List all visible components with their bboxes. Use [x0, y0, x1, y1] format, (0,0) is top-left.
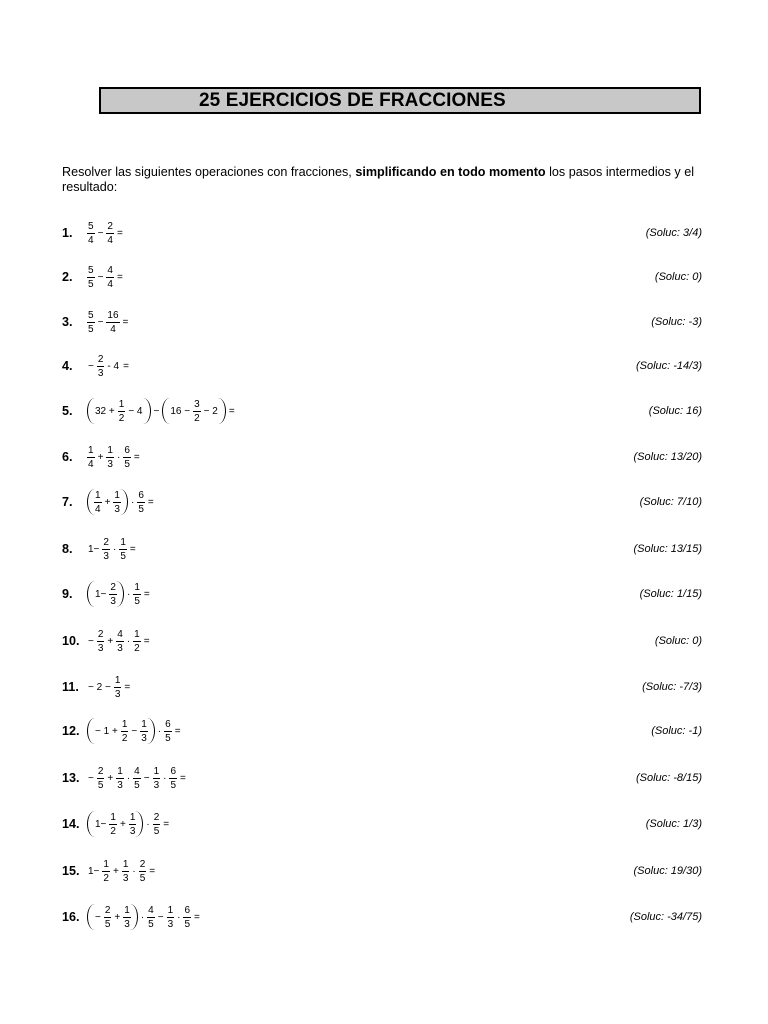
- fraction: [183, 905, 191, 930]
- exercise-number: 3.: [62, 315, 73, 329]
- numerator: 4: [148, 904, 154, 916]
- numerator: 1: [120, 536, 126, 548]
- operator: +: [114, 911, 121, 923]
- exercise-expression: [86, 626, 152, 656]
- operator: −: [88, 360, 94, 372]
- numerator: 5: [88, 264, 94, 276]
- fraction: [97, 766, 105, 791]
- operator: ·: [177, 911, 181, 923]
- exercise-number: 1.: [62, 226, 73, 240]
- numerator: 1: [134, 581, 140, 593]
- equals-sign: =: [116, 227, 123, 239]
- fraction: [164, 719, 172, 744]
- numerator: 2: [139, 858, 146, 870]
- denominator: 4: [88, 458, 94, 470]
- equals-sign: =: [123, 360, 129, 372]
- denominator: 5: [134, 595, 140, 607]
- fraction: [123, 905, 131, 930]
- solution: (Soluc: 13/20): [633, 451, 702, 463]
- denominator: 3: [124, 918, 130, 930]
- denominator: 3: [117, 642, 123, 654]
- numerator: 3: [194, 398, 200, 410]
- equals-sign: =: [124, 681, 131, 693]
- fraction: [102, 537, 110, 562]
- numerator: 1: [153, 765, 160, 777]
- equals-sign: =: [163, 818, 170, 830]
- fraction: [113, 490, 121, 515]
- exercise-expression: [86, 351, 131, 381]
- fraction: [87, 265, 95, 290]
- exercise-number: 2.: [62, 270, 73, 284]
- denominator: 2: [110, 825, 116, 837]
- solution: (Soluc: 13/15): [633, 543, 702, 555]
- equals-sign: =: [116, 271, 123, 283]
- exercise-number: 10.: [62, 634, 80, 648]
- instructions-bold: simplificando en todo momento: [355, 165, 546, 179]
- denominator: 3: [129, 825, 136, 837]
- solution: (Soluc: -3): [651, 316, 702, 328]
- denominator: 5: [170, 779, 177, 791]
- operator: −: [88, 635, 94, 647]
- term: 1−: [88, 865, 100, 877]
- exercise-expression: [86, 579, 152, 609]
- denominator: 4: [107, 278, 113, 290]
- fraction: [106, 265, 114, 290]
- numerator: 1: [124, 904, 130, 916]
- operator: −: [143, 772, 150, 784]
- fraction: [87, 221, 95, 246]
- numerator: 2: [107, 220, 113, 232]
- denominator: 4: [95, 503, 101, 515]
- exercise-expression: [86, 307, 130, 337]
- equals-sign: =: [149, 865, 156, 877]
- operator: ·: [112, 543, 117, 555]
- solution: (Soluc: 7/10): [639, 496, 702, 508]
- solution: (Soluc: 0): [654, 271, 702, 283]
- numerator: 1: [107, 444, 113, 456]
- denominator: 3: [97, 367, 104, 379]
- fraction: [97, 629, 105, 654]
- exercise-number: 9.: [62, 587, 73, 601]
- fraction: [114, 675, 122, 700]
- fraction: [137, 490, 145, 515]
- operator: −: [153, 405, 160, 417]
- denominator: 5: [153, 825, 160, 837]
- solution: (Soluc: 1/15): [639, 588, 702, 600]
- fraction: [97, 354, 105, 379]
- solution: (Soluc: -1): [651, 725, 702, 737]
- fraction: [109, 582, 117, 607]
- denominator: 2: [121, 732, 128, 744]
- denominator: 3: [110, 595, 116, 607]
- exercise-number: 11.: [62, 680, 79, 694]
- equals-sign: =: [147, 496, 154, 508]
- fraction: [116, 766, 124, 791]
- parenthesis-group: [87, 489, 128, 515]
- equals-sign: =: [122, 316, 129, 328]
- exercise-14: [0, 809, 768, 839]
- fraction: [106, 445, 114, 470]
- numerator: 6: [124, 444, 130, 456]
- numerator: 6: [184, 904, 191, 916]
- numerator: 6: [138, 489, 144, 501]
- operator: −: [131, 725, 138, 737]
- exercise-6: [0, 442, 768, 472]
- numerator: 1: [129, 811, 136, 823]
- numerator: 2: [97, 353, 104, 365]
- operator: +: [112, 865, 119, 877]
- exercise-expression: [86, 809, 171, 839]
- equals-sign: =: [180, 772, 186, 784]
- numerator: 1: [134, 628, 140, 640]
- exercise-expression: [86, 396, 237, 426]
- operator: - 4: [107, 360, 120, 372]
- operator: +: [104, 496, 111, 508]
- exercise-11: [0, 672, 768, 702]
- fraction: [102, 859, 110, 884]
- numerator: 1: [117, 765, 123, 777]
- term: 1−: [95, 588, 107, 600]
- term: − 2: [203, 405, 218, 417]
- operator: +: [97, 451, 104, 463]
- fraction: [169, 766, 177, 791]
- fraction: [122, 859, 130, 884]
- denominator: 2: [118, 412, 125, 424]
- denominator: 3: [117, 779, 123, 791]
- numerator: 6: [165, 718, 171, 730]
- term: 32 +: [95, 405, 115, 417]
- fraction: [153, 812, 161, 837]
- numerator: 6: [170, 765, 177, 777]
- operator: ·: [126, 635, 131, 647]
- exercise-expression: [86, 672, 132, 702]
- term: − 1 +: [95, 725, 118, 737]
- solution: (Soluc: 1/3): [645, 818, 702, 830]
- parenthesis-group: [87, 718, 155, 744]
- solution: (Soluc: 16): [648, 405, 702, 417]
- operator: ·: [163, 772, 167, 784]
- instructions-text-end: los pasos intermedios y el resultado:: [62, 165, 695, 194]
- exercise-number: 7.: [62, 495, 73, 509]
- denominator: 3: [107, 458, 113, 470]
- fraction: [87, 445, 95, 470]
- denominator: 5: [104, 918, 111, 930]
- operator: ·: [157, 725, 162, 737]
- operator: −: [97, 316, 104, 328]
- denominator: 4: [88, 234, 94, 246]
- solution: (Soluc: -14/3): [635, 360, 702, 372]
- exercise-16: [0, 902, 768, 932]
- numerator: 1: [167, 904, 174, 916]
- denominator: 3: [114, 688, 121, 700]
- numerator: 1: [122, 858, 129, 870]
- denominator: 5: [88, 278, 94, 290]
- fraction: [104, 905, 112, 930]
- numerator: 2: [104, 904, 111, 916]
- denominator: 3: [103, 550, 109, 562]
- exercise-number: 12.: [62, 724, 80, 738]
- solution: (Soluc: 0): [654, 635, 702, 647]
- numerator: 4: [134, 765, 140, 777]
- parenthesis-group: [87, 581, 124, 607]
- operator: ·: [126, 772, 131, 784]
- fraction: [147, 905, 155, 930]
- exercise-number: 16.: [62, 910, 80, 924]
- exercise-8: [0, 534, 768, 564]
- exercise-number: 13.: [62, 771, 80, 785]
- numerator: 1: [103, 858, 109, 870]
- numerator: 1: [95, 489, 101, 501]
- fraction: [139, 859, 147, 884]
- fraction: [129, 812, 137, 837]
- exercise-number: 6.: [62, 450, 73, 464]
- numerator: 2: [97, 628, 104, 640]
- denominator: 5: [134, 779, 140, 791]
- exercise-13: [0, 763, 768, 793]
- exercise-number: 15.: [62, 864, 80, 878]
- equals-sign: =: [228, 405, 235, 417]
- numerator: 2: [103, 536, 109, 548]
- numerator: 5: [88, 220, 94, 232]
- exercise-expression: [86, 487, 156, 517]
- operator: −: [157, 911, 164, 923]
- operator: ·: [130, 496, 135, 508]
- exercise-expression: [86, 716, 183, 746]
- fraction: [109, 812, 117, 837]
- numerator: 4: [107, 264, 113, 276]
- title-box: [99, 87, 701, 114]
- solution: (Soluc: -7/3): [642, 681, 702, 693]
- denominator: 3: [97, 642, 104, 654]
- numerator: 1: [118, 398, 125, 410]
- exercise-expression: [86, 856, 157, 886]
- exercise-5: [0, 396, 768, 426]
- numerator: 1: [110, 811, 116, 823]
- term: 16 −: [170, 405, 191, 417]
- operator: +: [107, 772, 114, 784]
- numerator: 1: [141, 718, 147, 730]
- denominator: 3: [141, 732, 147, 744]
- exercise-expression: [86, 218, 125, 248]
- numerator: 5: [88, 309, 94, 321]
- fraction: [140, 719, 148, 744]
- exercise-number: 8.: [62, 542, 73, 556]
- fraction: [133, 629, 141, 654]
- denominator: 5: [138, 503, 144, 515]
- denominator: 5: [165, 732, 171, 744]
- exercise-number: 4.: [62, 359, 73, 373]
- instructions: [62, 165, 712, 195]
- denominator: 3: [114, 503, 120, 515]
- exercise-9: [0, 579, 768, 609]
- exercise-number: 14.: [62, 817, 80, 831]
- denominator: 2: [103, 872, 109, 884]
- equals-sign: =: [129, 543, 136, 555]
- fraction: [106, 221, 114, 246]
- operator: ·: [126, 588, 131, 600]
- exercise-expression: [86, 442, 142, 472]
- exercise-10: [0, 626, 768, 656]
- fraction: [94, 490, 102, 515]
- denominator: 5: [184, 918, 191, 930]
- denominator: 4: [107, 234, 113, 246]
- operator: ·: [132, 865, 136, 877]
- solution: (Soluc: -34/75): [629, 911, 702, 923]
- fraction: [167, 905, 175, 930]
- exercise-7: [0, 487, 768, 517]
- equals-sign: =: [194, 911, 200, 923]
- parenthesis-group: [87, 904, 138, 930]
- exercise-12: [0, 716, 768, 746]
- denominator: 3: [167, 918, 174, 930]
- operator: ·: [146, 818, 150, 830]
- exercise-number: 5.: [62, 404, 73, 418]
- fraction: [118, 399, 126, 424]
- solution: (Soluc: 19/30): [633, 865, 702, 877]
- fraction: [193, 399, 201, 424]
- equals-sign: =: [143, 588, 150, 600]
- operator: −: [97, 227, 104, 239]
- exercise-3: [0, 307, 768, 337]
- numerator: 1: [114, 489, 120, 501]
- numerator: 1: [88, 444, 94, 456]
- operator: −: [95, 911, 101, 923]
- numerator: 2: [97, 765, 104, 777]
- denominator: 5: [120, 550, 126, 562]
- fraction: [123, 445, 131, 470]
- parenthesis-group: [87, 811, 143, 837]
- numerator: 16: [107, 309, 119, 321]
- parenthesis-group: [87, 398, 151, 424]
- exercise-2: [0, 262, 768, 292]
- exercise-expression: [86, 262, 125, 292]
- fraction: [133, 766, 141, 791]
- denominator: 5: [97, 779, 104, 791]
- equals-sign: =: [133, 451, 140, 463]
- operator: +: [107, 635, 114, 647]
- term: 1−: [95, 818, 107, 830]
- numerator: 2: [110, 581, 116, 593]
- denominator: 4: [110, 323, 116, 335]
- exercise-15: [0, 856, 768, 886]
- denominator: 2: [134, 642, 140, 654]
- operator: ·: [116, 451, 121, 463]
- term: − 4: [128, 405, 143, 417]
- parenthesis-group: [162, 398, 226, 424]
- denominator: 3: [153, 779, 160, 791]
- numerator: 1: [114, 674, 121, 686]
- denominator: 5: [148, 918, 154, 930]
- term: − 2 −: [88, 681, 111, 693]
- operator: +: [119, 818, 126, 830]
- fraction: [116, 629, 124, 654]
- term: 1−: [88, 543, 100, 555]
- operator: −: [97, 271, 104, 283]
- exercise-expression: [86, 534, 138, 564]
- fraction: [133, 582, 141, 607]
- fraction: [106, 310, 119, 335]
- exercise-4: [0, 351, 768, 381]
- denominator: 5: [139, 872, 146, 884]
- page-title: 25 EJERCICIOS DE FRACCIONES: [199, 90, 506, 111]
- fraction: [87, 310, 95, 335]
- operator: −: [88, 772, 94, 784]
- solution: (Soluc: -8/15): [635, 772, 702, 784]
- fraction: [153, 766, 161, 791]
- exercise-expression: [86, 763, 188, 793]
- equals-sign: =: [143, 635, 150, 647]
- exercise-expression: [86, 902, 202, 932]
- fraction: [121, 719, 129, 744]
- numerator: 4: [117, 628, 123, 640]
- solution: (Soluc: 3/4): [645, 227, 702, 239]
- operator: ·: [140, 911, 145, 923]
- numerator: 1: [121, 718, 128, 730]
- denominator: 2: [194, 412, 200, 424]
- instructions-text: Resolver las siguientes operaciones con fracciones,: [62, 165, 356, 179]
- numerator: 2: [153, 811, 160, 823]
- denominator: 3: [122, 872, 129, 884]
- equals-sign: =: [174, 725, 181, 737]
- fraction: [119, 537, 127, 562]
- exercise-1: [0, 218, 768, 248]
- denominator: 5: [88, 323, 94, 335]
- denominator: 5: [124, 458, 130, 470]
